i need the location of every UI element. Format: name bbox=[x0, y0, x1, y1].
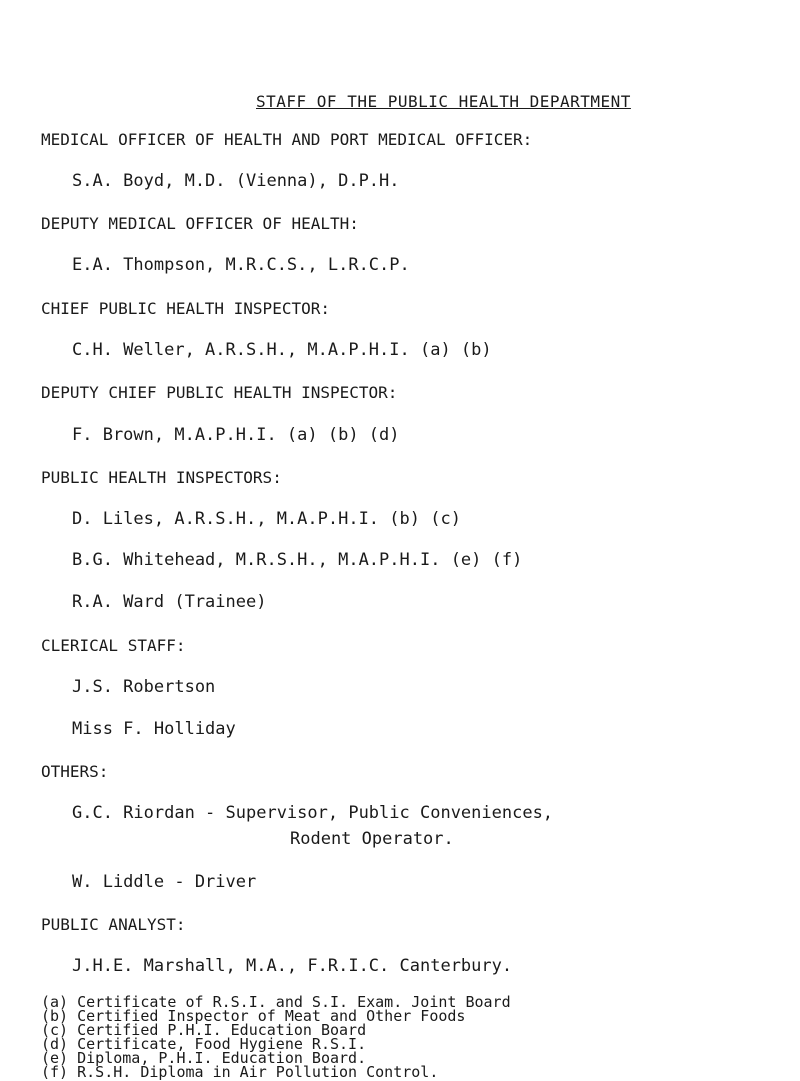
entry-clerical-robertson: J.S. Robertson bbox=[72, 677, 216, 697]
entry-others-riordan-cont: Rodent Operator. bbox=[290, 829, 454, 849]
entry-clerical-holliday: Miss F. Holliday bbox=[72, 719, 236, 739]
section-heading-phi: PUBLIC HEALTH INSPECTORS: bbox=[41, 468, 282, 487]
document-title: STAFF OF THE PUBLIC HEALTH DEPARTMENT bbox=[256, 92, 631, 111]
section-heading-clerical: CLERICAL STAFF: bbox=[41, 636, 186, 655]
entry-others-liddle: W. Liddle - Driver bbox=[72, 872, 257, 892]
entry-others-riordan: G.C. Riordan - Supervisor, Public Conveniences, bbox=[72, 803, 554, 823]
footnote-b: (b) Certified Inspector of Meat and Other Foods bbox=[41, 1007, 466, 1025]
entry-deputy-chief-phi: F. Brown, M.A.P.H.I. (a) (b) (d) bbox=[72, 425, 400, 445]
entry-analyst: J.H.E. Marshall, M.A., F.R.I.C. Canterbury. bbox=[72, 956, 513, 976]
section-heading-moh: MEDICAL OFFICER OF HEALTH AND PORT MEDICAL OFFICER: bbox=[41, 130, 533, 149]
entry-moh: S.A. Boyd, M.D. (Vienna), D.P.H. bbox=[72, 171, 400, 191]
entry-phi-liles: D. Liles, A.R.S.H., M.A.P.H.I. (b) (c) bbox=[72, 509, 461, 529]
section-heading-chief-phi: CHIEF PUBLIC HEALTH INSPECTOR: bbox=[41, 299, 330, 318]
entry-chief-phi: C.H. Weller, A.R.S.H., M.A.P.H.I. (a) (b) bbox=[72, 340, 492, 360]
footnote-e: (e) Diploma, P.H.I. Education Board. bbox=[41, 1049, 367, 1067]
section-heading-others: OTHERS: bbox=[41, 762, 109, 781]
section-heading-deputy-moh: DEPUTY MEDICAL OFFICER OF HEALTH: bbox=[41, 214, 359, 233]
entry-deputy-moh: E.A. Thompson, M.R.C.S., L.R.C.P. bbox=[72, 255, 410, 275]
footnote-f: (f) R.S.H. Diploma in Air Pollution Control. bbox=[41, 1063, 439, 1081]
footnote-d: (d) Certificate, Food Hygiene R.S.I. bbox=[41, 1035, 367, 1053]
footnote-a: (a) Certificate of R.S.I. and S.I. Exam. Joint Board bbox=[41, 993, 511, 1011]
section-heading-analyst: PUBLIC ANALYST: bbox=[41, 915, 186, 934]
footnote-c: (c) Certified P.H.I. Education Board bbox=[41, 1021, 367, 1039]
entry-phi-whitehead: B.G. Whitehead, M.R.S.H., M.A.P.H.I. (e) (f) bbox=[72, 550, 523, 570]
entry-phi-ward: R.A. Ward (Trainee) bbox=[72, 592, 267, 612]
section-heading-deputy-chief-phi: DEPUTY CHIEF PUBLIC HEALTH INSPECTOR: bbox=[41, 383, 398, 402]
